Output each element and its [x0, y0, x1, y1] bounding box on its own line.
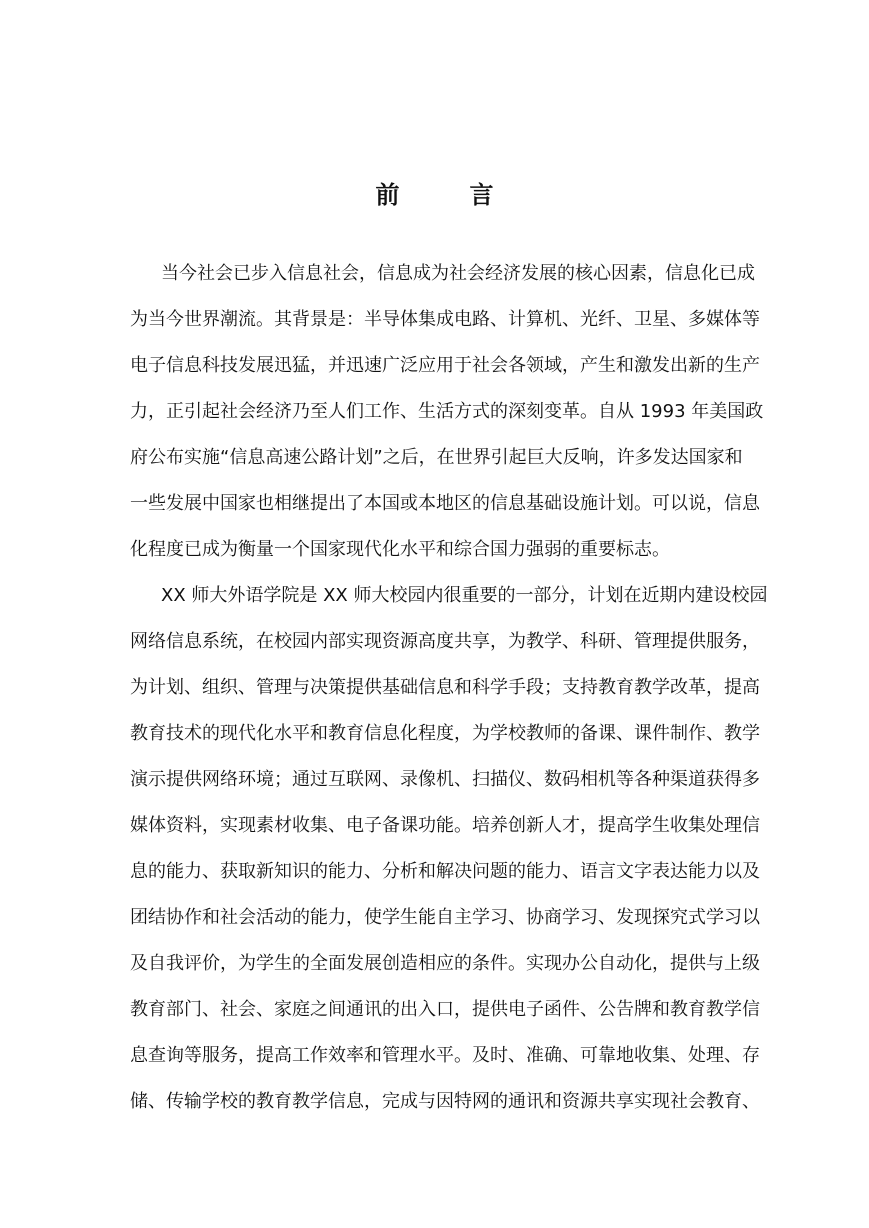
- text-line: 息的能力、获取新知识的能力、分析和解决问题的能力、语言文字表达能力以及: [130, 861, 760, 882]
- text-line: 为计划、组织、管理与决策提供基础信息和科学手段；支持教育教学改革，提高: [130, 677, 760, 698]
- text-line: 演示提供网络环境；通过互联网、录像机、扫描仪、数码相机等各种渠道获得多: [130, 769, 760, 790]
- text-line: 电子信息科技发展迅猛，并迅速广泛应用于社会各领域，产生和激发出新的生产: [130, 355, 760, 376]
- page-title: [0, 178, 869, 212]
- text-line: 教育技术的现代化水平和教育信息化程度，为学校教师的备课、课件制作、教学: [130, 723, 760, 744]
- title-char-2: 言: [469, 181, 494, 209]
- document-body: [130, 258, 768, 1132]
- text-line: 府公布实施“信息高速公路计划”之后，在世界引起巨大反响，许多发达国家和: [130, 447, 743, 468]
- text-line: 当今社会已步入信息社会，信息成为社会经济发展的核心因素，信息化已成: [161, 263, 755, 284]
- text-line: 储、传输学校的教育教学信息，完成与因特网的通讯和资源共享实现社会教育、: [130, 1091, 760, 1112]
- title-char-1: 前: [375, 181, 400, 209]
- text-line: 及自我评价，为学生的全面发展创造相应的条件。实现办公自动化，提供与上级: [130, 953, 760, 974]
- text-line: 教育部门、社会、家庭之间通讯的出入口，提供电子函件、公告牌和教育教学信: [130, 999, 760, 1020]
- text-line: 媒体资料，实现素材收集、电子备课功能。培养创新人才，提高学生收集处理信: [130, 815, 760, 836]
- text-line: 为当今世界潮流。其背景是：半导体集成电路、计算机、光纤、卫星、多媒体等: [130, 309, 760, 330]
- text-line: 团结协作和社会活动的能力，使学生能自主学习、协商学习、发现探究式学习以: [130, 907, 760, 928]
- text-line: XX 师大外语学院是 XX 师大校园内很重要的一部分，计划在近期内建设校园: [161, 585, 768, 606]
- text-line: 息查询等服务，提高工作效率和管理水平。及时、准确、可靠地收集、处理、存: [130, 1045, 760, 1066]
- text-line: 网络信息系统，在校园内部实现资源高度共享，为教学、科研、管理提供服务，: [130, 631, 760, 652]
- paragraph-1: [130, 258, 764, 580]
- text-line: 一些发展中国家也相继提出了本国或本地区的信息基础设施计划。可以说，信息: [130, 493, 760, 514]
- text-line: 力，正引起社会经济乃至人们工作、生活方式的深刻变革。自从 1993 年美国政: [130, 401, 764, 422]
- paragraph-2: [130, 580, 768, 1132]
- text-line: 化程度已成为衡量一个国家现代化水平和综合国力强弱的重要标志。: [130, 539, 670, 560]
